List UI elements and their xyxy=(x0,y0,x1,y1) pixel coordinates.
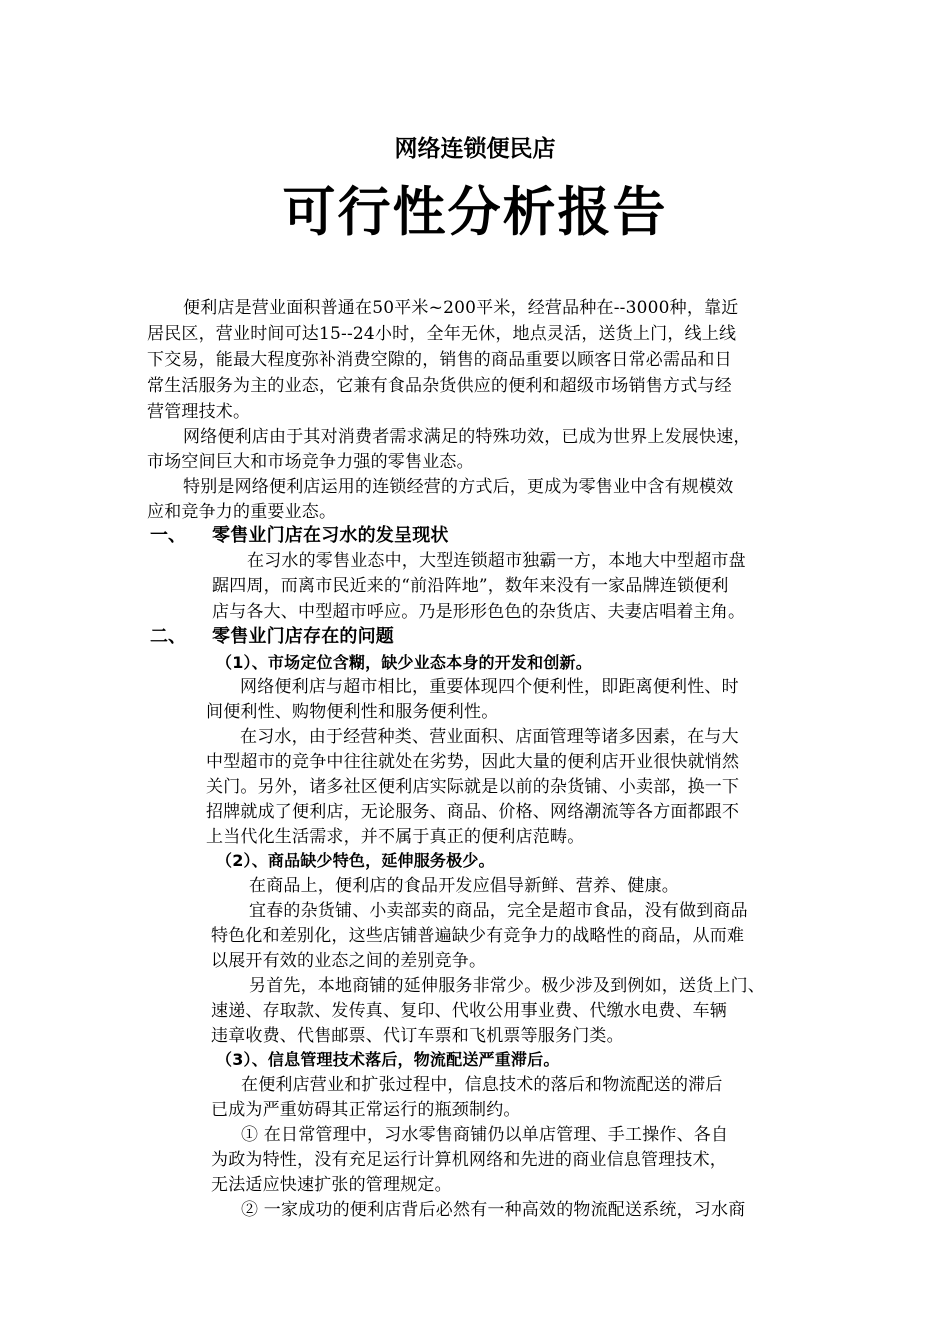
subsection-2-line: 宜春的杂货铺、小卖部卖的商品，完全是超市食品，没有做到商品 xyxy=(249,901,748,921)
subsection-1-line: 招牌就成了便利店，无论服务、商品、价格、网络潮流等各方面都跟不 xyxy=(206,802,740,822)
section-1-number: 一、 xyxy=(150,525,186,546)
subsection-3-line: ① 在日常管理中，习水零售商铺仍以单店管理、手工操作、各自 xyxy=(241,1125,729,1145)
section-1-line: 店与各大、中型超市呼应。乃是形形色色的杂货店、夫妻店唱着主角。 xyxy=(212,602,746,622)
section-2-heading: 零售业门店存在的问题 xyxy=(212,626,394,647)
subsection-1-line: 关门。另外，诸多社区便利店实际就是以前的杂货铺、小卖部，换一下 xyxy=(206,777,740,797)
section-1-line: 在习水的零售业态中，大型连锁超市独霸一方，本地大中型超市盘 xyxy=(247,551,746,571)
subsection-1-line: 网络便利店与超市相比，重要体现四个便利性，即距离便利性、时 xyxy=(240,677,739,697)
subsection-3-line: 已成为严重妨碍其正常运行的瓶颈制约。 xyxy=(211,1100,521,1120)
subsection-2-line: 以展开有效的业态之间的差别竞争。 xyxy=(211,951,487,971)
section-1-line: 踞四周，而离市民近来的“前沿阵地”，数年来没有一家品牌连锁便利 xyxy=(212,576,729,596)
subsection-3-line: 为政为特性，没有充足运行计算机网络和先进的商业信息管理技术， xyxy=(211,1150,727,1170)
section-1-heading: 零售业门店在习水的发呈现状 xyxy=(212,525,449,546)
intro-p3-line: 应和竞争力的重要业态。 xyxy=(147,502,337,522)
intro-p2-line: 网络便利店由于其对消费者需求满足的特殊功效，已成为世界上发展快速， xyxy=(183,427,751,447)
subsection-1-line: 间便利性、购物便利性和服务便利性。 xyxy=(206,702,499,722)
subsection-2-line: 速递、存取款、发传真、复印、代收公用事业费、代缴水电费、车辆 xyxy=(211,1001,727,1021)
intro-p1-line: 居民区，营业时间可达15--24小时，全年无休，地点灵活，送货上门，线上线 xyxy=(147,324,737,344)
intro-p3-line: 特别是网络便利店运用的连锁经营的方式后，更成为零售业中含有规模效 xyxy=(183,477,734,497)
intro-p1-line: 营管理技术。 xyxy=(147,402,251,422)
intro-p1-line: 便利店是营业面积普通在50平米~200平米，经营品种在--3000种，靠近 xyxy=(183,298,739,318)
subsection-2-line: 另首先，本地商铺的延伸服务非常少。极少涉及到例如，送货上门、 xyxy=(249,976,765,996)
document-subtitle: 网络连锁便民店 xyxy=(394,136,556,162)
section-2-number: 二、 xyxy=(150,626,186,647)
subsection-2-line: 特色化和差别化，这些店铺普遍缺少有竞争力的战略性的商品，从而难 xyxy=(211,926,745,946)
subsection-1-line: 上当代化生活需求，并不属于真正的便利店范畴。 xyxy=(206,827,585,847)
subsection-2-heading: （2）、商品缺少特色，延伸服务极少。 xyxy=(216,851,495,870)
subsection-2-line: 在商品上，便利店的食品开发应倡导新鲜、营养、健康。 xyxy=(249,876,679,896)
document-title: 可行性分析报告 xyxy=(282,182,668,243)
subsection-3-heading: （3）、信息管理技术落后，物流配送严重滞后。 xyxy=(216,1050,560,1069)
subsection-1-line: 中型超市的竞争中往往就处在劣势，因此大量的便利店开业很快就悄然 xyxy=(206,752,740,772)
subsection-3-line: 无法适应快速扩张的管理规定。 xyxy=(211,1175,452,1195)
intro-p1-line: 常生活服务为主的业态，它兼有食品杂货供应的便利和超级市场销售方式与经 xyxy=(147,376,732,396)
subsection-3-line: 在便利店营业和扩张过程中，信息技术的落后和物流配送的滞后 xyxy=(241,1075,723,1095)
subsection-3-line: ② 一家成功的便利店背后必然有一种高效的物流配送系统，习水商 xyxy=(241,1200,746,1220)
intro-p2-line: 市场空间巨大和市场竞争力强的零售业态。 xyxy=(147,452,474,472)
subsection-1-line: 在习水，由于经营种类、营业面积、店面管理等诸多因素，在与大 xyxy=(240,727,739,747)
intro-p1-line: 下交易，能最大程度弥补消费空隙的，销售的商品重要以顾客日常必需品和日 xyxy=(147,350,732,370)
subsection-1-heading: （1）、市场定位含糊，缺少业态本身的开发和创新。 xyxy=(216,653,592,672)
subsection-2-line: 违章收费、代售邮票、代订车票和飞机票等服务门类。 xyxy=(211,1026,624,1046)
